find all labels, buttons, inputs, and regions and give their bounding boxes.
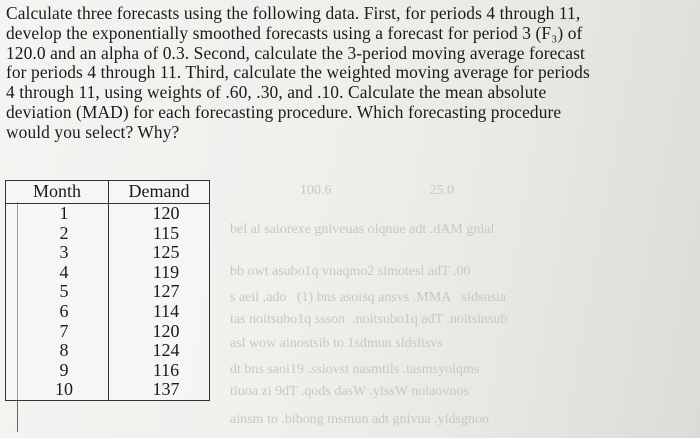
demand-cell: 127	[109, 282, 210, 302]
month-cell: 4	[6, 263, 109, 283]
table-row	[6, 380, 210, 400]
demand-header: Demand	[109, 181, 210, 204]
month-cell: 8	[6, 341, 109, 361]
demand-cell: 116	[109, 361, 210, 381]
demand-table	[5, 180, 210, 401]
question-text: Calculate three forecasts using the following data. First, for periods 4 through 11, develop the exponentially smoothed forecasts using a forecast for period 3 (F₃) of 120.0 and an alpha of 0.3. Second, calculate the 3-period moving average forecast for periods 4 through 11. Third, calculate the weighted moving average for periods 4 through 11, using weights of .60, .30, and .10. Calculate the mean absolute deviation (MAD) for each forecasting procedure. Which forecasting procedure would you select? Why?	[6, 3, 590, 142]
month-cell: 6	[6, 302, 109, 322]
table-row	[6, 361, 210, 381]
table-row	[6, 243, 210, 263]
table-row	[6, 302, 210, 322]
table-row	[6, 322, 210, 342]
demand-cell: 124	[109, 341, 210, 361]
month-cell: 10	[6, 380, 109, 400]
demand-cell: 120	[109, 322, 210, 342]
month-cell: 5	[6, 282, 109, 302]
table-header-row	[6, 181, 210, 204]
month-cell: 3	[6, 243, 109, 263]
demand-cell: 114	[109, 302, 210, 322]
table-row	[6, 282, 210, 302]
month-cell: 1	[6, 204, 109, 224]
table-row	[6, 204, 210, 224]
table-row	[6, 263, 210, 283]
demand-cell: 120	[109, 204, 210, 224]
month-cell: 9	[6, 361, 109, 381]
month-cell: 7	[6, 322, 109, 342]
table-row	[6, 341, 210, 361]
demand-cell: 125	[109, 243, 210, 263]
month-header: Month	[6, 181, 109, 204]
month-cell: 2	[6, 224, 109, 244]
demand-cell: 137	[109, 380, 210, 400]
demand-cell: 119	[109, 263, 210, 283]
demand-cell: 115	[109, 224, 210, 244]
table-row	[6, 224, 210, 244]
